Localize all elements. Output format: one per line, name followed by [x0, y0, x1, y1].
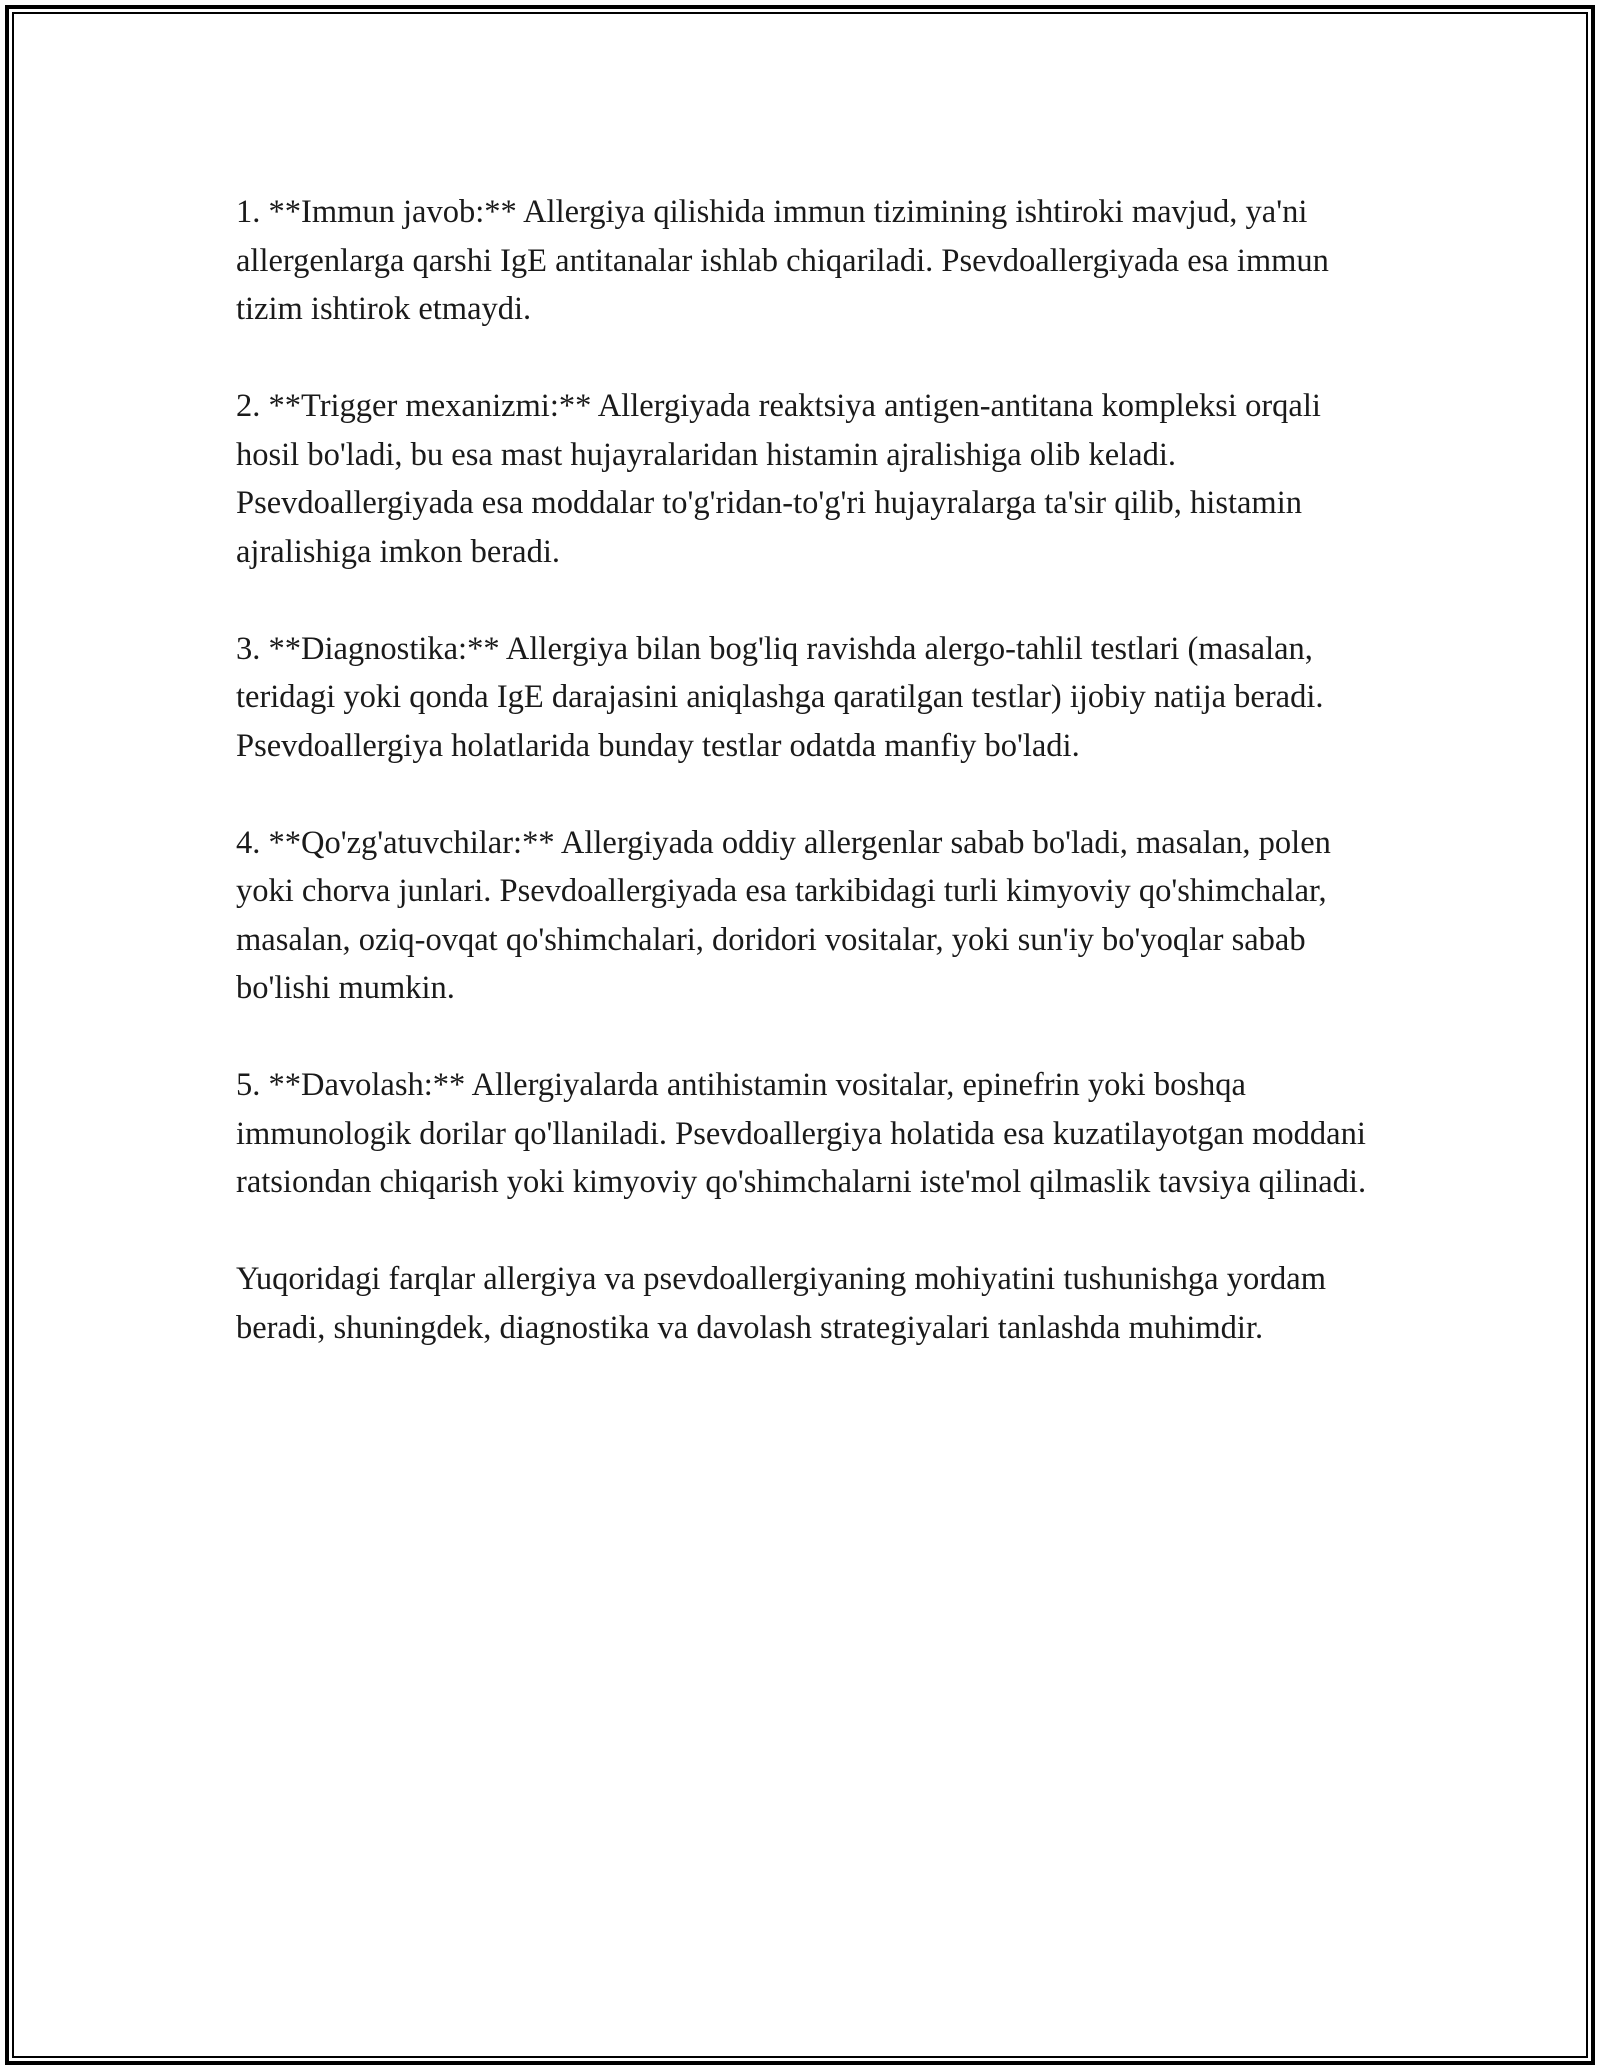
document-body [236, 188, 1376, 1352]
paragraph-trigger-mexanizmi: 2. **Trigger mexanizmi:** Allergiyada reaktsiya antigen-antitana kompleksi orqali hosil bo'ladi, bu esa mast hujayralaridan histamin ajralishiga olib keladi. Psevdoallergiyada esa moddalar to'g'ridan-to'g'ri hujayralarga ta'sir qilib, histamin ajralishiga imkon beradi. [236, 388, 1321, 570]
paragraph-immun-javob: 1. **Immun javob:** Allergiya qilishida immun tizimining ishtiroki mavjud, ya'ni allergenlarga qarshi IgE antitanalar ishlab chiqariladi. Psevdoallergiyada esa immun tizim ishtirok etmaydi. [236, 194, 1329, 327]
paragraph-diagnostika: 3. **Diagnostika:** Allergiya bilan bog'liq ravishda alergo-tahlil testlari (masalan, teridagi yoki qonda IgE darajasini aniqlashga qaratilgan testlar) ijobiy natija beradi. Psevdoallergiya holatlarida bunday testlar odatda manfiy bo'ladi. [236, 630, 1324, 764]
paragraph-davolash: 5. **Davolash:** Allergiyalarda antihistamin vositalar, epinefrin yoki boshqa immunologik dorilar qo'llaniladi. Psevdoallergiya holatida esa kuzatilayotgan moddani ratsiondan chiqarish yoki kimyoviy qo'shimchalarni iste'mol qilmaslik tavsiya qilinadi. [236, 1067, 1367, 1200]
paragraph-conclusion: Yuqoridagi farqlar allergiya va psevdoallergiyaning mohiyatini tushunishga yordam beradi, shuningdek, diagnostika va davolash strategiyalari tanlashda muhimdir. [236, 1261, 1327, 1346]
paragraph-qozgatuvchilar: 4. **Qo'zg'atuvchilar:** Allergiyada oddiy allergenlar sabab bo'ladi, masalan, polen yoki chorva junlari. Psevdoallergiyada esa tarkibidagi turli kimyoviy qo'shimchalar, masalan, oziq-ovqat qo'shimchalari, doridori vositalar, yoki sun'iy bo'yoqlar sabab bo'lishi mumkin. [236, 824, 1331, 1006]
